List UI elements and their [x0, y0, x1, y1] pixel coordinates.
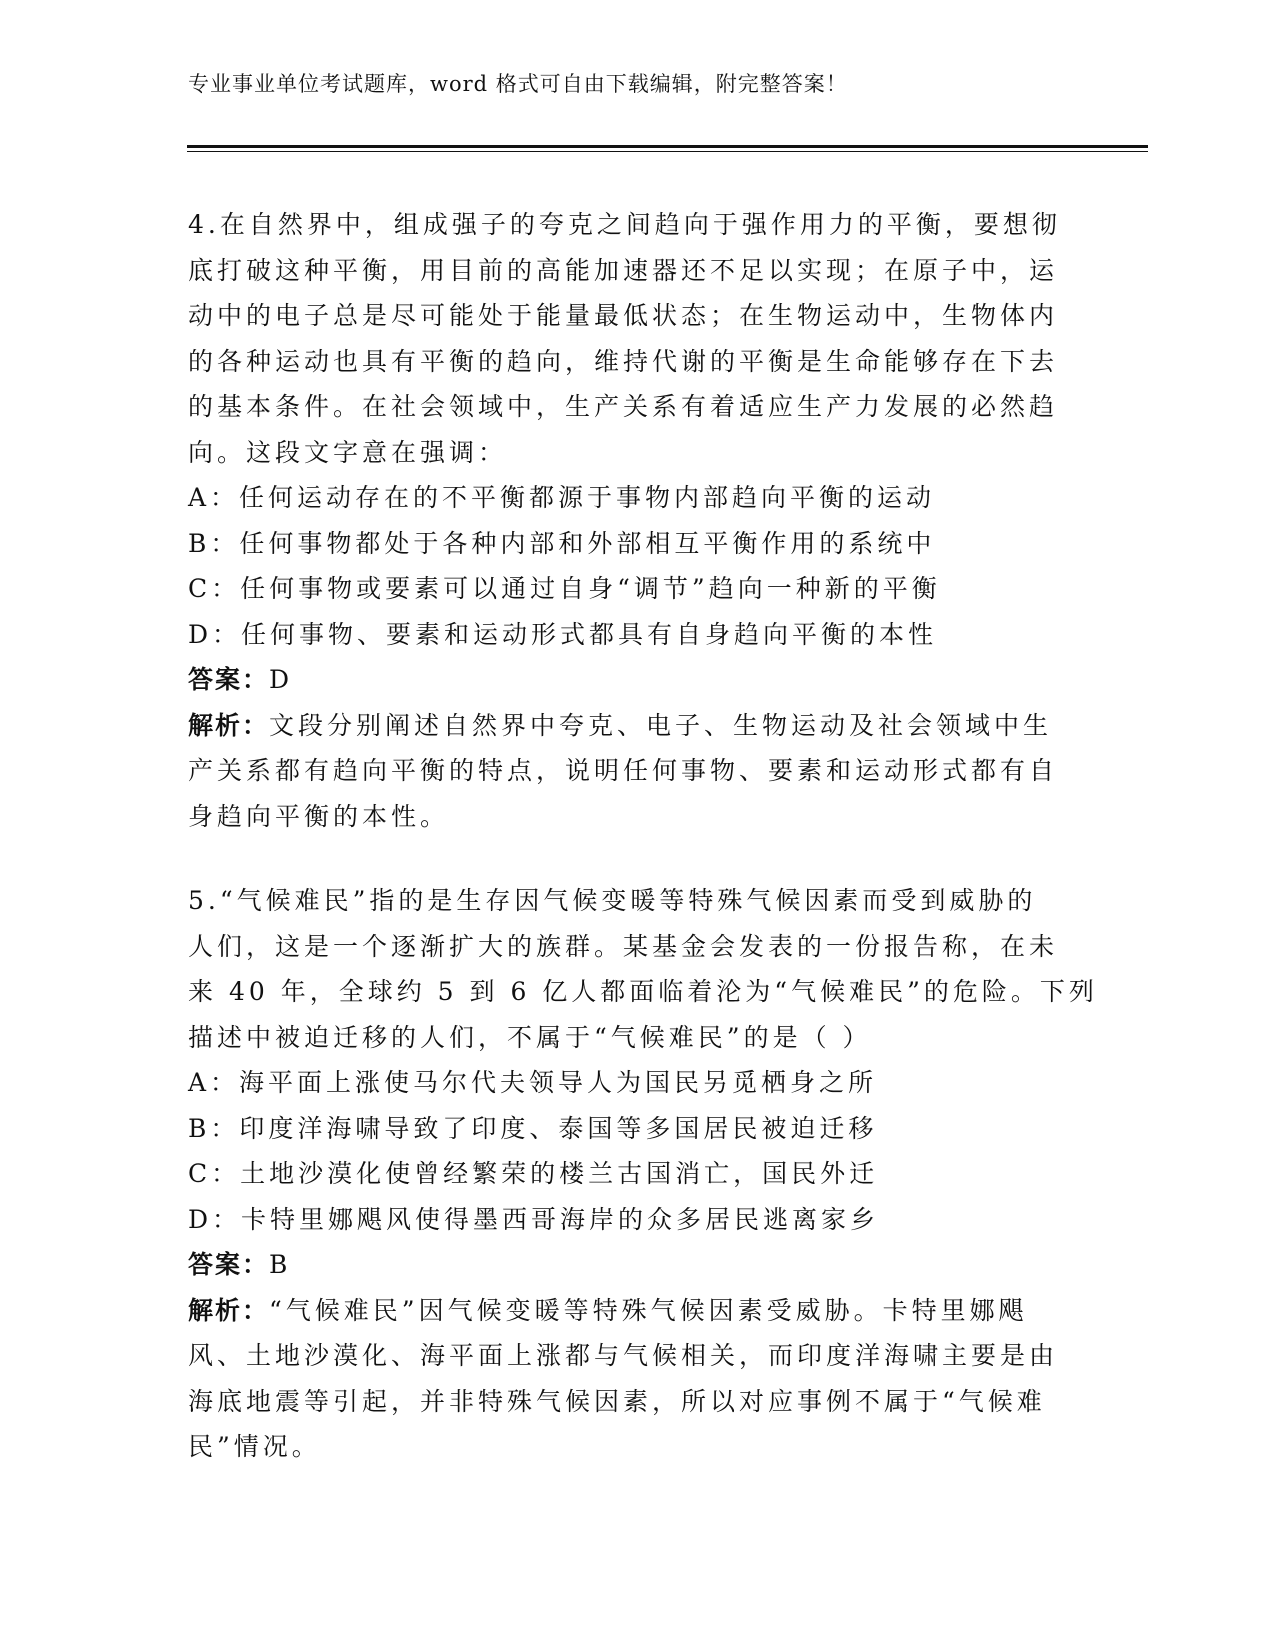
question-4 — [188, 202, 1068, 839]
question-stem-line: 来 40 年，全球约 5 到 6 亿人都面临着沦为“气候难民”的危险。下列 — [188, 977, 1098, 1006]
analysis-text: 文段分别阐述自然界中夸克、电子、生物运动及社会领域中生 — [269, 710, 1053, 740]
question-stem-line: 底打破这种平衡，用目前的高能加速器还不足以实现；在原子中，运 — [188, 255, 1059, 285]
analysis-label: 解析： — [188, 710, 270, 740]
option-d: D：卡特里娜飓风使得墨西哥海岸的众多居民逃离家乡 — [188, 1204, 880, 1234]
option-b: B：印度洋海啸导致了印度、泰国等多国居民被迫迁移 — [188, 1113, 878, 1143]
option-c: C：任何事物或要素可以通过自身“调节”趋向一种新的平衡 — [188, 574, 941, 603]
question-stem-line: 描述中被迫迁移的人们，不属于“气候难民”的是（ ） — [188, 1022, 872, 1052]
question-stem-line: 向。这段文字意在强调： — [188, 437, 508, 467]
option-a: A：海平面上涨使马尔代夫领导人为国民另觅栖身之所 — [188, 1068, 878, 1097]
answer-label: 答案： — [188, 1250, 270, 1279]
question-5 — [188, 878, 1098, 1470]
option-b: B：任何事物都处于各种内部和外部相互平衡作用的系统中 — [188, 528, 936, 558]
option-c: C：土地沙漠化使曾经繁荣的楼兰古国消亡，国民外迁 — [188, 1159, 879, 1188]
question-stem-line: 人们，这是一个逐渐扩大的族群。某基金会发表的一份报告称，在未 — [188, 931, 1059, 961]
question-stem-line: 动中的电子总是尽可能处于能量最低状态；在生物运动中，生物体内 — [188, 301, 1059, 330]
question-stem-line: 5.“气候难民”指的是生存因气候变暖等特殊气候因素而受到威胁的 — [188, 886, 1037, 915]
analysis-line — [188, 703, 1068, 749]
answer-value: B — [269, 1250, 292, 1279]
question-stem-line: 4.在自然界中，组成强子的夸克之间趋向于强作用力的平衡，要想彻 — [188, 210, 1061, 239]
header-rule-thin — [187, 151, 1148, 152]
header-rule-thick — [187, 145, 1148, 148]
answer-line — [188, 657, 1068, 703]
analysis-text: 身趋向平衡的本性。 — [188, 801, 450, 831]
option-a: A：任何运动存在的不平衡都源于事物内部趋向平衡的运动 — [188, 483, 936, 512]
option-d: D：任何事物、要素和运动形式都具有自身趋向平衡的本性 — [188, 619, 938, 649]
page-header: 专业事业单位考试题库，word 格式可自由下载编辑，附完整答案！ — [188, 72, 848, 96]
answer-label: 答案： — [188, 665, 270, 694]
analysis-text: “气候难民”因气候变暖等特殊气候因素受威胁。卡特里娜飓 — [269, 1295, 1028, 1325]
analysis-text: 风、土地沙漠化、海平面上涨都与气候相关，而印度洋海啸主要是由 — [188, 1341, 1059, 1370]
question-stem-line: 的各种运动也具有平衡的趋向，维持代谢的平衡是生命能够存在下去 — [188, 346, 1059, 376]
analysis-text: 产关系都有趋向平衡的特点，说明任何事物、要素和运动形式都有自 — [188, 756, 1059, 785]
analysis-line — [188, 1288, 1068, 1334]
analysis-text: 民”情况。 — [188, 1432, 321, 1461]
answer-value: D — [269, 665, 294, 694]
analysis-label: 解析： — [188, 1295, 270, 1325]
answer-line — [188, 1242, 1068, 1288]
analysis-text: 海底地震等引起，并非特殊气候因素，所以对应事例不属于“气候难 — [188, 1386, 1046, 1416]
question-stem-line: 的基本条件。在社会领域中，生产关系有着适应生产力发展的必然趋 — [188, 392, 1059, 421]
